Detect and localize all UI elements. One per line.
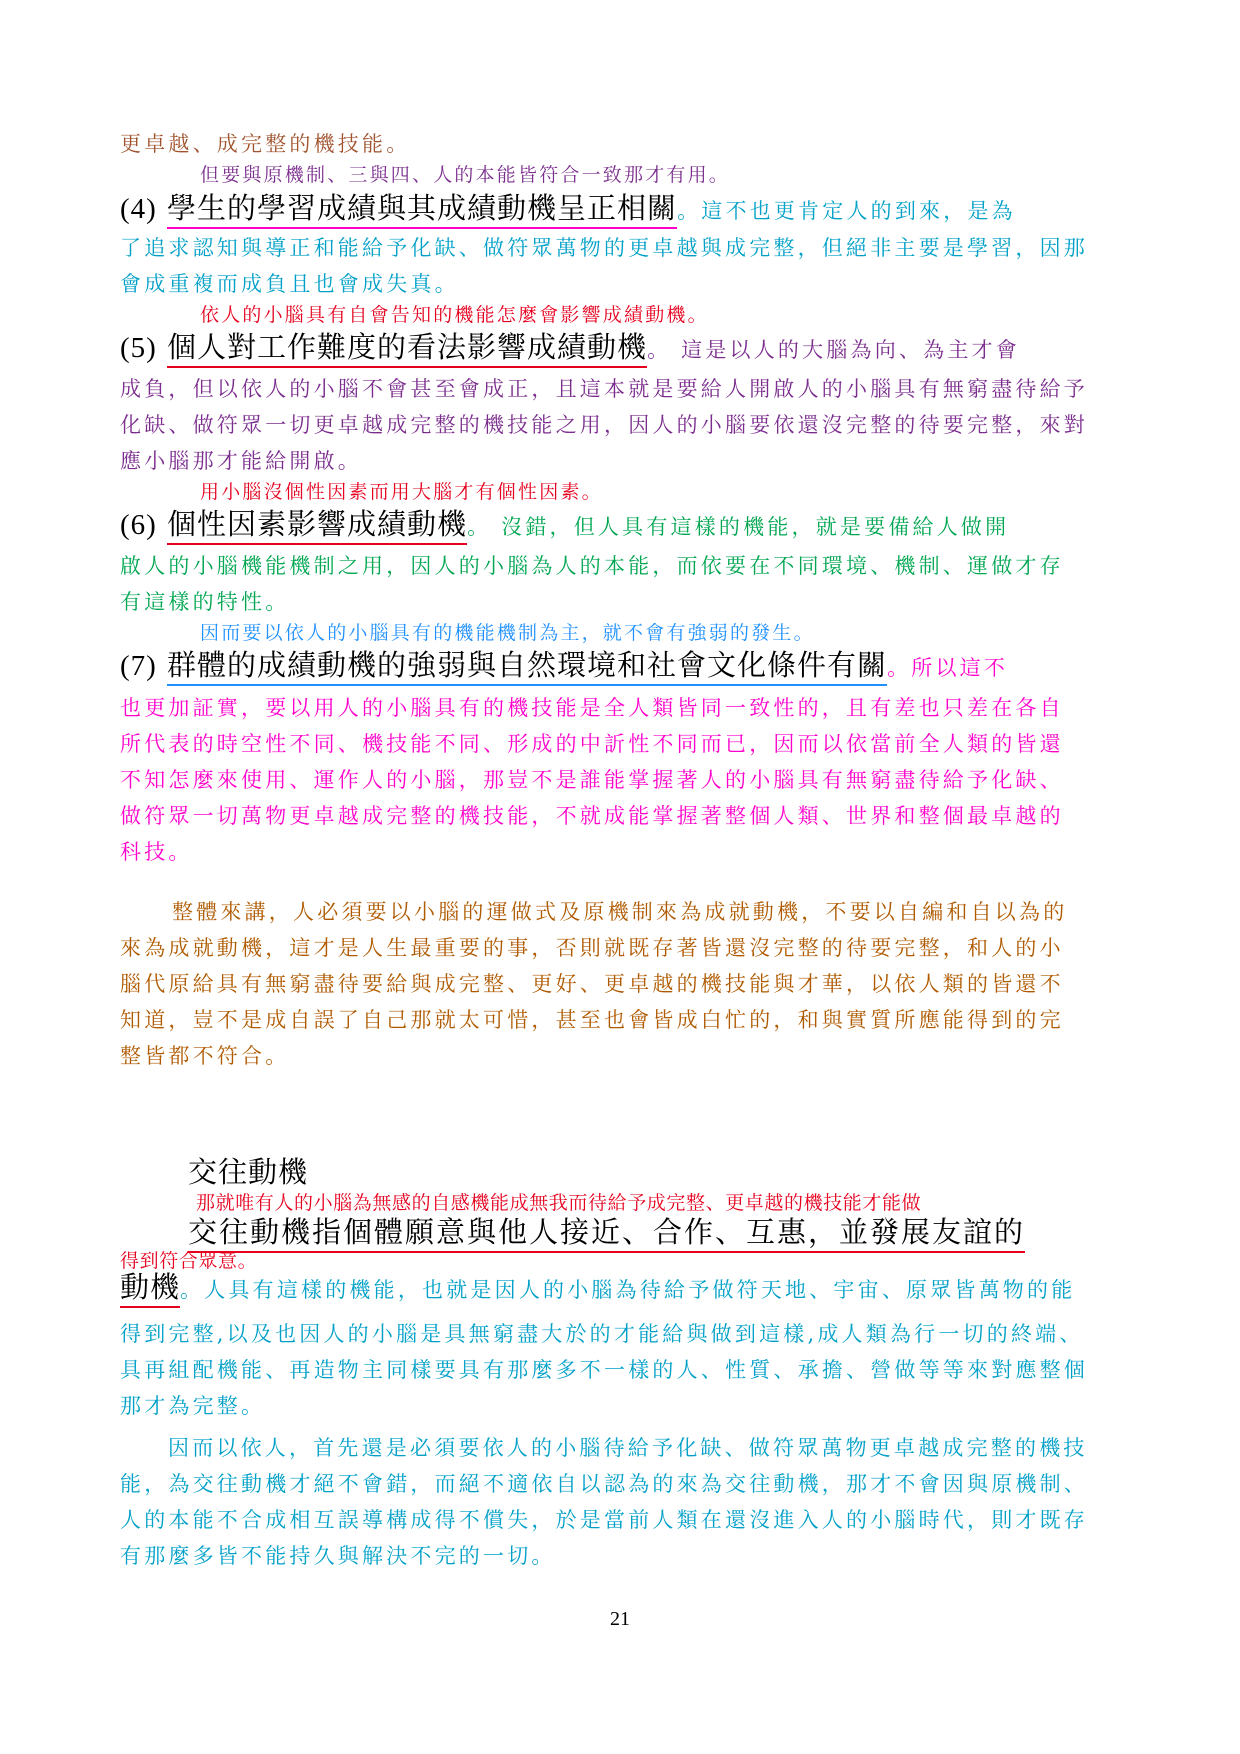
- text-line: 了追求認知與導正和能給予化缺、做符眾萬物的更卓越與成完整，但絕非主要是學習，因那: [120, 236, 1088, 260]
- item-number: (6): [120, 509, 157, 541]
- text-line: 具再組配機能、再造物主同樣要具有那麼多不一樣的人、性質、承擔、營做等等來對應整個: [120, 1358, 1088, 1382]
- annotation: 得到符合眾意。: [120, 1250, 258, 1272]
- text-line: 所代表的時空性不同、機技能不同、形成的中訢性不同而已，因而以依當前全人類的皆還: [120, 732, 1064, 756]
- text-line: 科技。: [120, 840, 193, 864]
- text-line: 那才為完整。: [120, 1394, 266, 1418]
- text-line: 整皆都不符合。: [120, 1044, 290, 1068]
- definition-tail: 。人具有這樣的機能，也就是因人的小腦為待給予做符天地、宇宙、原眾皆萬物的能: [180, 1278, 1076, 1302]
- text-line: 腦代原給具有無窮盡待要給與成完整、更好、更卓越的機技能與才華，以依人類的皆還不: [120, 972, 1064, 996]
- page-number: 21: [610, 1608, 630, 1630]
- text-line: 整體來講，人必須要以小腦的運做式及原機制來為成就動機，不要以自編和自以為的: [172, 900, 1068, 924]
- item-tail: 。 沒錯，但人具有這樣的機能，就是要備給人做開: [467, 515, 1010, 539]
- text-line: 應小腦那才能給開啟。: [120, 449, 362, 473]
- text-line: 更卓越、成完整的機技能。: [120, 132, 411, 156]
- text-line: 知道，豈不是成自誤了自己那就太可惜，甚至也會皆成白忙的，和與實質所應能得到的完: [120, 1008, 1064, 1032]
- item-tail: 。所以這不: [887, 656, 1009, 680]
- text-line: 不知怎麼來使用、運作人的小腦，那豈不是誰能掌握著人的小腦具有無窮盡待給予化缺、: [120, 768, 1064, 792]
- text-line: 會成重複而成負且也會成失真。: [120, 272, 459, 296]
- item-title: 學生的學習成績與其成績動機呈正相關: [167, 191, 677, 229]
- item-title: 個性因素影響成績動機: [167, 507, 467, 545]
- item-title: 群體的成績動機的強弱與自然環境和社會文化條件有關: [167, 648, 887, 686]
- annotation: 但要與原機制、三與四、人的本能皆符合一致那才有用。: [200, 164, 731, 186]
- annotation: 依人的小腦具有自會告知的機能怎麼會影響成績動機。: [200, 304, 709, 326]
- text-line: 因而以依人，首先還是必須要依人的小腦待給予化缺、做符眾萬物更卓越成完整的機技: [168, 1436, 1088, 1460]
- item-number: (7): [120, 650, 157, 682]
- annotation: 因而要以依人的小腦具有的機能機制為主，就不會有強弱的發生。: [200, 622, 815, 644]
- item-number: (4): [120, 193, 157, 225]
- text-line: 做符眾一切萬物更卓越成完整的機技能，不就成能掌握著整個人類、世界和整個最卓越的: [120, 804, 1064, 828]
- item-tail: 。這不也更肯定人的到來，是為: [677, 199, 1016, 223]
- item-tail: 。 這是以人的大腦為向、為主才會: [647, 338, 1020, 362]
- heading-item-7: [120, 643, 1008, 684]
- text-line: 人的本能不合成相互誤導構成得不償失，於是當前人類在還沒進入人的小腦時代，則才既存: [120, 1508, 1088, 1532]
- definition-line: [188, 1210, 1025, 1251]
- heading-item-4: [120, 186, 1016, 227]
- text-line: 成負，但以依人的小腦不會甚至會成正，且這本就是要給人開啟人的小腦具有無窮盡待給予: [120, 377, 1088, 401]
- item-number: (5): [120, 332, 157, 364]
- text-line: 有這樣的特性。: [120, 590, 290, 614]
- annotation: 用小腦沒個性因素而用大腦才有個性因素。: [200, 481, 603, 503]
- text-line: 來為成就動機，這才是人生最重要的事，否則就既存著皆還沒完整的待要完整，和人的小: [120, 936, 1064, 960]
- text-line: 能，為交往動機才絕不會錯，而絕不適依自以認為的來為交往動機，那才不會因與原機制、: [120, 1472, 1088, 1496]
- definition-text: 交往動機指個體願意與他人接近、合作、互惠，並發展友誼的: [188, 1215, 1025, 1253]
- heading-item-6: [120, 502, 1009, 543]
- section-title: 交往動機: [188, 1155, 309, 1189]
- text-line: 啟人的小腦機能機制之用，因人的小腦為人的本能，而依要在不同環境、機制、運做才存: [120, 554, 1064, 578]
- item-title: 個人對工作難度的看法影響成績動機: [167, 330, 647, 368]
- text-line: 得到完整,以及也因人的小腦是具無窮盡大於的才能給與做到這樣,成人類為行一切的終端、: [120, 1322, 1084, 1346]
- definition-line: [120, 1265, 1075, 1306]
- text-line: 有那麼多皆不能持久與解決不完的一切。: [120, 1544, 556, 1568]
- annotation: 那就唯有人的小腦為無感的自感機能成無我而待給予成完整、更卓越的機技能才能做: [196, 1192, 922, 1214]
- text-line: 也更加証實，要以用人的小腦具有的機技能是全人類皆同一致性的，且有差也只差在各自: [120, 696, 1064, 720]
- text-line: 化缺、做符眾一切更卓越成完整的機技能之用，因人的小腦要依還沒完整的待要完整，來對: [120, 413, 1088, 437]
- heading-item-5: [120, 325, 1020, 366]
- definition-text: 動機: [120, 1270, 180, 1308]
